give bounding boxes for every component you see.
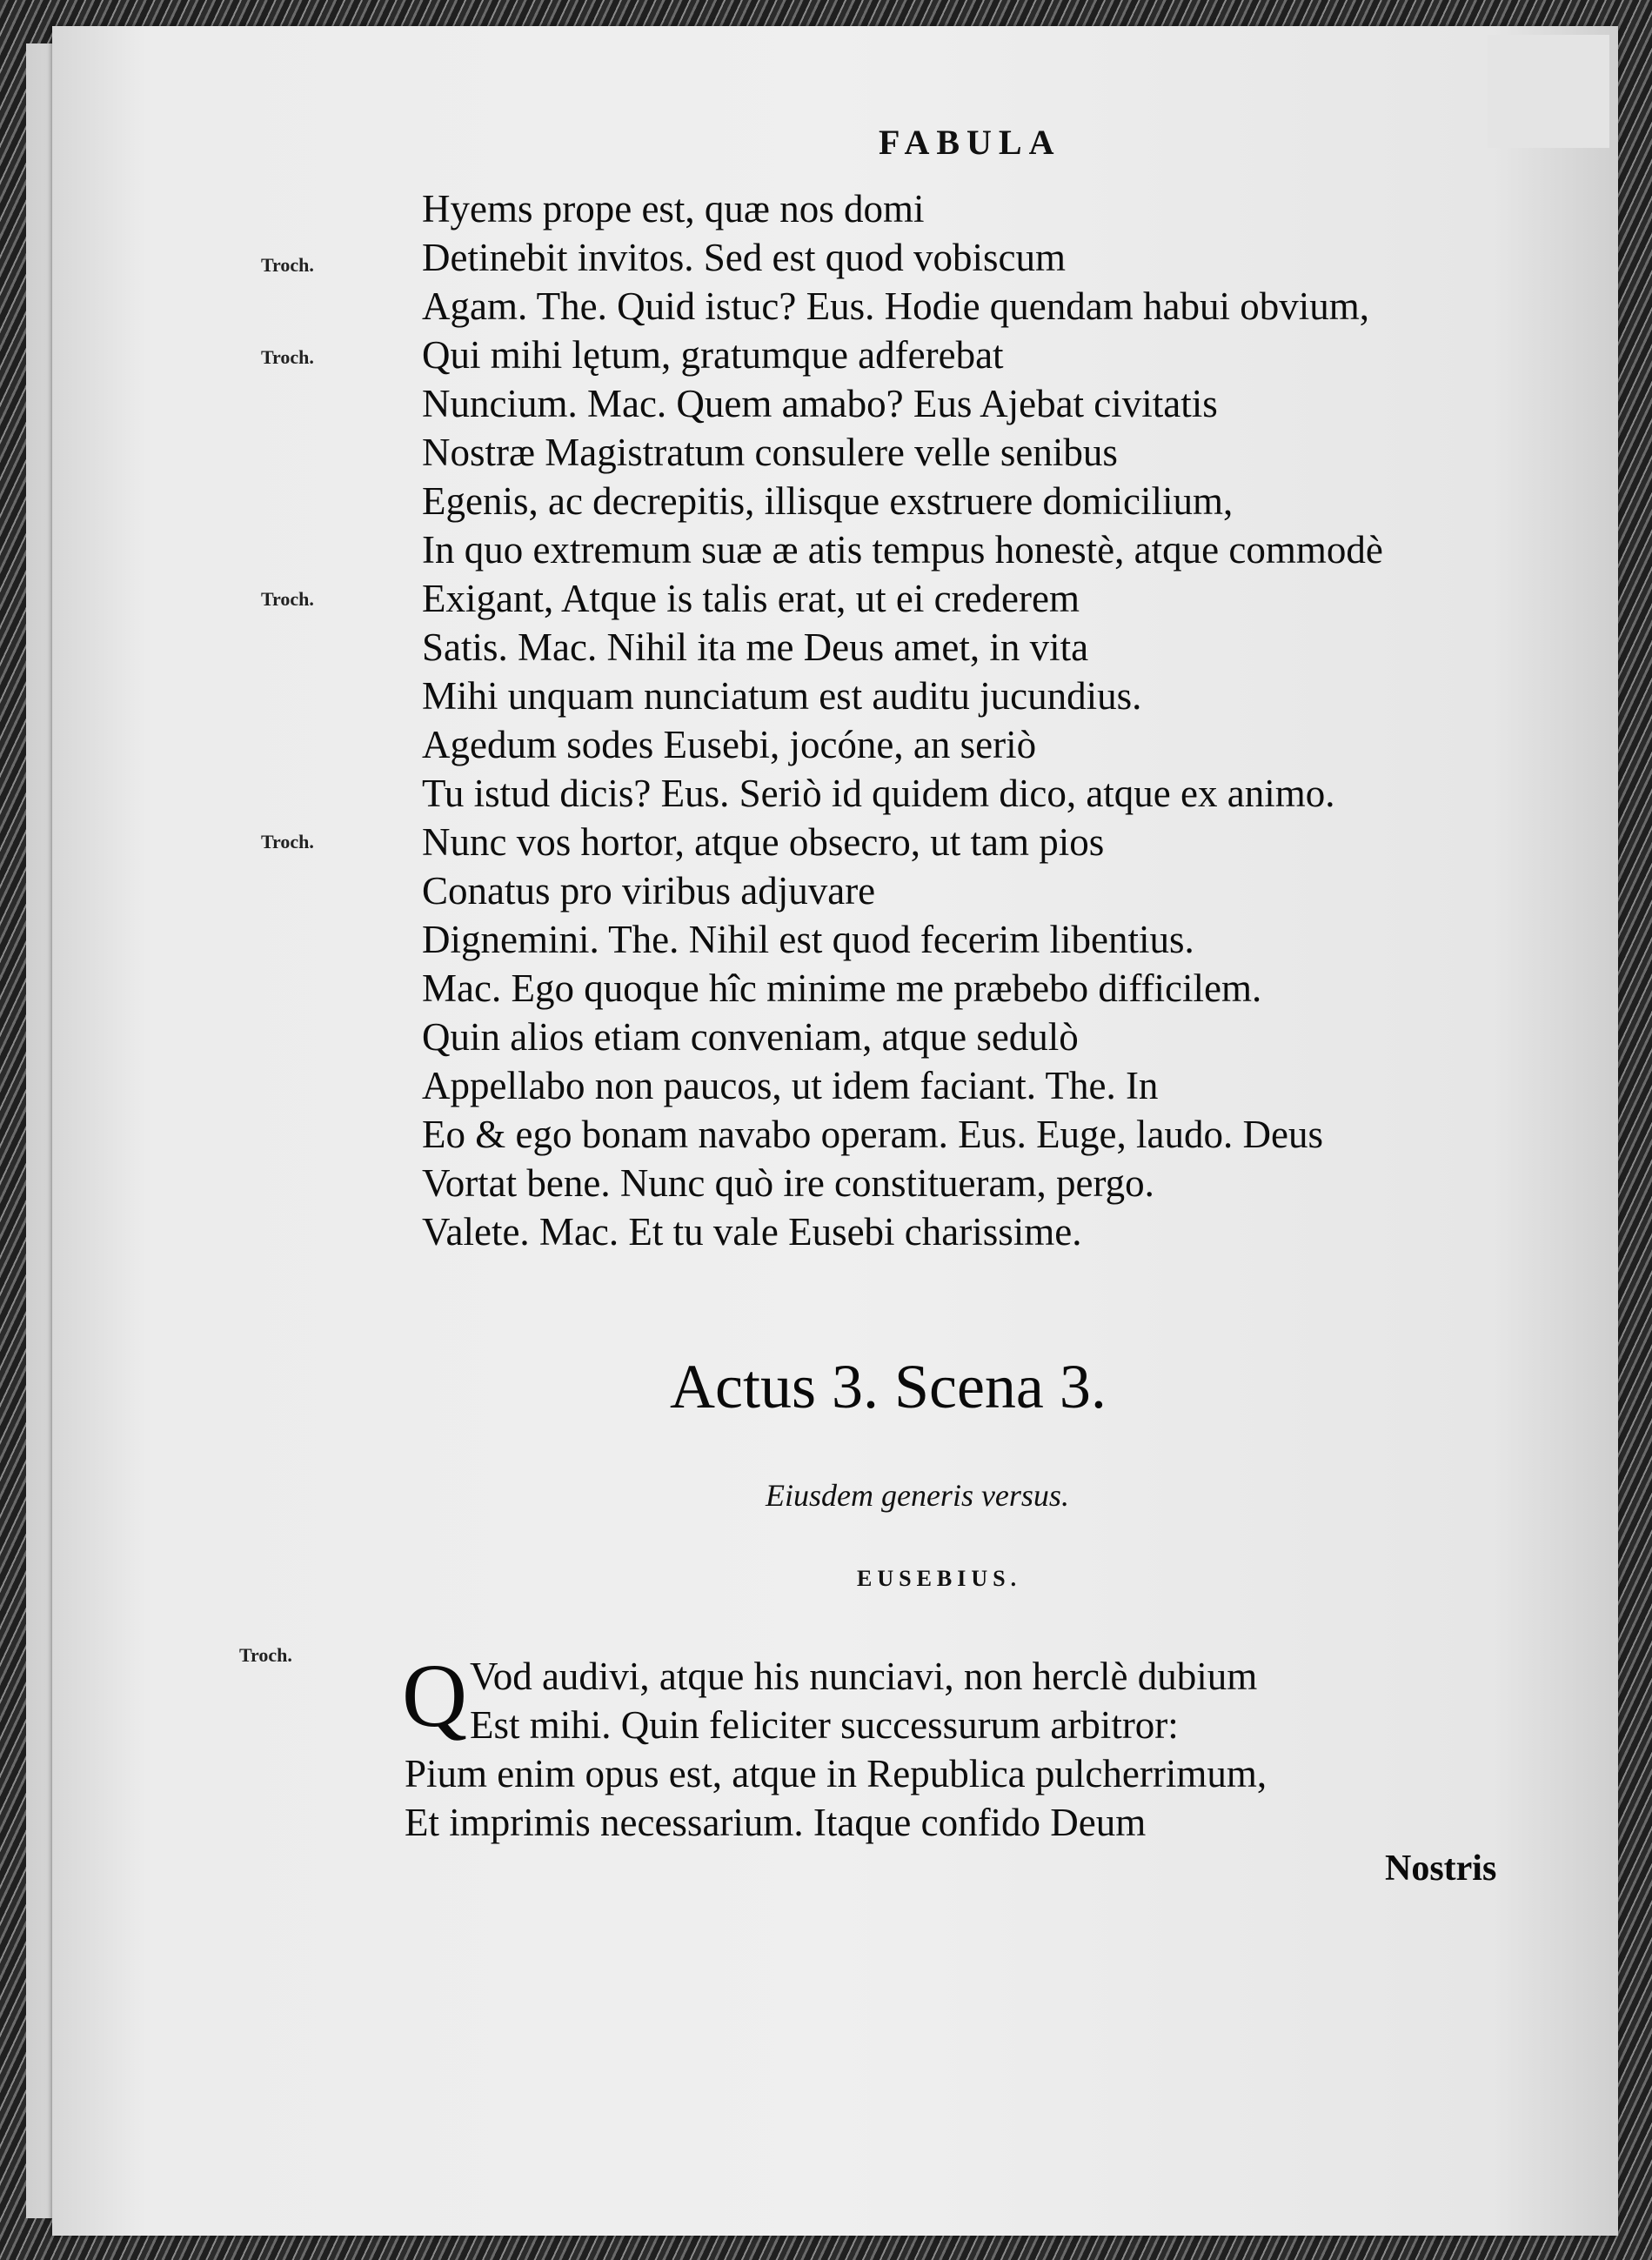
- verse-line: Quin alios etiam conveniam, atque sedulò: [422, 1015, 1079, 1059]
- verse-line: Valete. Mac. Et tu vale Eusebi charissime.: [422, 1210, 1082, 1254]
- verse-line: Agedum sodes Eusebi, jocóne, an seriò: [422, 723, 1037, 766]
- verse-line: Mihi unquam nunciatum est auditu jucundius.: [422, 674, 1142, 718]
- speech-line: Est mihi. Quin feliciter successurum arbitror:: [470, 1703, 1179, 1747]
- verse-line: Nuncium. Mac. Quem amabo? Eus Ajebat civitatis: [422, 382, 1218, 425]
- running-head: FABULA: [879, 123, 1061, 162]
- verse-line: In quo extremum suæ æ atis tempus honestè, atque commodè: [422, 528, 1383, 572]
- catchword: Nostris: [1385, 1849, 1497, 1889]
- speech-line: Vod audivi, atque his nunciavi, non herclè dubium: [470, 1655, 1258, 1698]
- speaker-name: EUSEBIUS.: [857, 1566, 1022, 1591]
- verse-line: Vortat bene. Nunc quò ire constitueram, pergo.: [422, 1161, 1154, 1205]
- verse-line: Exigant, Atque is talis erat, ut ei crederem: [422, 577, 1080, 620]
- speech-line: Pium enim opus est, atque in Republica pulcherrimum,: [405, 1752, 1267, 1795]
- margin-note: Troch.: [261, 831, 314, 853]
- verse-line: Eo & ego bonam navabo operam. Eus. Euge, laudo. Deus: [422, 1113, 1323, 1156]
- verse-line: Detinebit invitos. Sed est quod vobiscum: [422, 236, 1066, 279]
- verse-line: Nostræ Magistratum consulere velle senibus: [422, 431, 1118, 474]
- margin-note: Troch.: [239, 1644, 292, 1666]
- margin-note: Troch.: [261, 254, 314, 276]
- verse-line: Mac. Ego quoque hîc minime me præbebo difficilem.: [422, 966, 1262, 1010]
- verse-line: Qui mihi lętum, gratumque adferebat: [422, 333, 1004, 377]
- verse-line: Satis. Mac. Nihil ita me Deus amet, in vita: [422, 625, 1089, 669]
- verse-line: Nunc vos hortor, atque obsecro, ut tam pios: [422, 820, 1105, 864]
- verse-line: Conatus pro viribus adjuvare: [422, 869, 876, 913]
- verse-line: Tu istud dicis? Eus. Seriò id quidem dico, atque ex animo.: [422, 772, 1335, 815]
- speech-line: Et imprimis necessarium. Itaque confido Deum: [405, 1801, 1147, 1844]
- margin-note: Troch.: [261, 346, 314, 368]
- verse-line: Appellabo non paucos, ut idem faciant. The. In: [422, 1064, 1159, 1107]
- verse-line: Egenis, ac decrepitis, illisque exstruere domicilium,: [422, 479, 1234, 523]
- scene-heading: Actus 3. Scena 3.: [670, 1352, 1107, 1421]
- paper-tab: [1488, 35, 1609, 148]
- verse-line: Agam. The. Quid istuc? Eus. Hodie quendam habui obvium,: [422, 284, 1369, 328]
- margin-note: Troch.: [261, 588, 314, 610]
- meter-note: Eiusdem generis versus.: [766, 1478, 1069, 1513]
- drop-capital: Q: [402, 1646, 468, 1746]
- verse-line: Hyems prope est, quæ nos domi: [422, 187, 925, 231]
- verse-line: Dignemini. The. Nihil est quod fecerim libentius.: [422, 918, 1194, 961]
